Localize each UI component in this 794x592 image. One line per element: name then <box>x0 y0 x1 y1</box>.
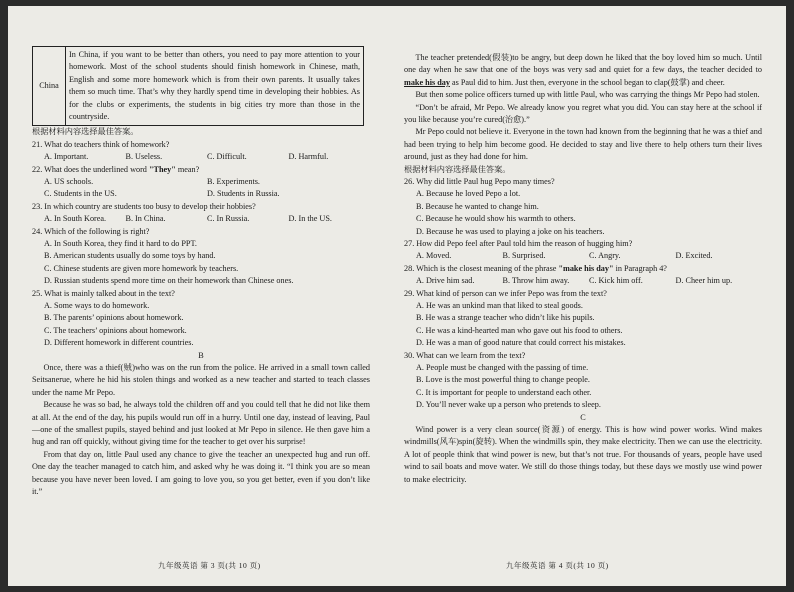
question-28: 28. Which is the closest meaning of the phrase "make his day" in Paragraph 4? <box>404 263 667 273</box>
option: B. Throw him away. <box>502 276 570 286</box>
option: C. Kick him off. <box>589 276 643 286</box>
instruction: 根据材料内容选择最佳答案。 <box>32 127 139 137</box>
question-29: 29. What kind of person can we infer Pepo was from the text? <box>404 288 607 298</box>
option: B. American students usually do some toys by hand. <box>44 251 216 261</box>
passage-c-paragraph: Wind power is a very clean source(资源) of energy. This is how wind power works. Wind makes windmills(风车)spin(旋转). When the windmills spin, they make electricity. Then we can use the electricity. A lot of people think that wind power is new, but that’s not true. For thousands of years, people have used wind to sail boats and move water. We still do those things today, but these days we mostly use wind power to make electricity. <box>404 425 762 484</box>
option: C. It is important for people to understand each other. <box>416 387 592 397</box>
option: B. He was a strange teacher who didn’t like his pupils. <box>416 313 595 323</box>
option: C. Angry. <box>589 251 621 261</box>
option: A. Some ways to do homework. <box>44 301 150 311</box>
left-page <box>32 6 370 499</box>
option: C. The teachers’ opinions about homework. <box>44 325 187 335</box>
option: A. Moved. <box>416 251 452 261</box>
option: A. In South Korea, they find it hard to do PPT. <box>44 239 197 249</box>
passage-b-paragraph: Once, there was a thief(贼)who was on the run from the police. He arrived in a small town called Seitsanerue, where he hid his stolen things and worked as a new teacher and started to teach classes under the name Mr Pepo. <box>32 363 370 397</box>
option: A. Important. <box>44 152 89 162</box>
option: A. Drive him sad. <box>416 276 475 286</box>
make-his-day-underlined: make his day <box>404 77 450 87</box>
question-24: 24. Which of the following is right? <box>32 226 150 236</box>
options-28 <box>404 275 762 287</box>
option: B. Love is the most powerful thing to change people. <box>416 375 590 385</box>
option: A. In South Korea. <box>44 214 107 224</box>
option: C. In Russia. <box>207 214 250 224</box>
question-22: 22. What does the underlined word "They" mean? <box>32 164 200 174</box>
option: B. In China. <box>125 214 166 224</box>
question-30: 30. What can we learn from the text? <box>404 350 526 360</box>
options-21 <box>32 151 370 163</box>
option: B. Useless. <box>125 152 163 162</box>
option: C. Students in the US. <box>44 189 117 199</box>
option: D. Harmful. <box>288 152 329 162</box>
question-26: 26. Why did little Paul hug Pepo many times? <box>404 177 555 187</box>
options-22-cd <box>32 188 370 200</box>
option: D. He was a man of good nature that could correct his mistakes. <box>416 338 626 348</box>
option: D. You’ll never wake up a person who pretends to sleep. <box>416 400 601 410</box>
exam-sheet <box>8 6 786 586</box>
table-text: In China, if you want to be better than others, you need to pay more attention to your homework. Most of the school students should finish homework in Chinese, math, English and some more homework which is from their own parents. It usually takes them so much time. That’s why they hardly spend time in developing their hobbies. As for the clubs or experiments, the students in big cities try more than those in the countryside. <box>66 47 364 126</box>
passage-b-paragraph: Because he was so bad, he always told the children off and you could tell that he did not like them at all. At the end of the day, his pupils would run off in a hurry. Until one day, instead of leaving, Paul—one of the smallest pupils, stayed behind and just looked at Mr Pepo in silence. He then gave him a hug and ran off quickly, without giving time for the teacher to get over his surprise! <box>32 400 370 447</box>
passage-b-paragraph: “Don’t be afraid, Mr Pepo. We already know you regret what you did. You can stay here at the school if you like because you’re cured(治愈).” <box>404 102 762 125</box>
option: A. He was an unkind man that liked to steal goods. <box>416 301 583 311</box>
option: C. He was a kind-hearted man who gave out his food to others. <box>416 325 623 335</box>
china-table <box>32 46 364 126</box>
option: A. Because he loved Pepo a lot. <box>416 189 521 199</box>
option: D. Different homework in different countries. <box>44 338 194 348</box>
option: D. In the US. <box>288 214 332 224</box>
option: D. Because he was used to playing a joke on his teachers. <box>416 226 605 236</box>
question-23: 23. In which country are students too busy to develop their hobbies? <box>32 201 256 211</box>
passage-b-paragraph: From that day on, little Paul used any chance to give the teacher an unexpected hug and run off. One day the teacher managed to catch him, and asked why he was doing it. “I think you are so mean because you have never been loved. I am going to love you, so you get better, even if you don’t like it.” <box>32 449 370 497</box>
question-21: 21. What do teachers think of homework? <box>32 139 170 149</box>
option: D. Excited. <box>675 251 713 261</box>
instruction: 根据材料内容选择最佳答案。 <box>404 164 511 174</box>
page-footer-right: 九年级英语 第 4 页(共 10 页) <box>506 561 609 570</box>
passage-b-paragraph: Mr Pepo could not believe it. Everyone in the town had known from the beginning that he was a thief and had been trying to help him become good. He decided to stay and live there to help others turn their lives around, just as they had done for him. <box>404 127 762 162</box>
section-c-heading: C <box>580 412 586 422</box>
option: B. Experiments. <box>207 177 260 187</box>
section-b-heading: B <box>198 350 204 360</box>
question-27: 27. How did Pepo feel after Paul told him the reason of hugging him? <box>404 239 633 249</box>
page-footer-left: 九年级英语 第 3 页(共 10 页) <box>158 561 261 570</box>
table-label: China <box>33 47 66 126</box>
right-page <box>404 52 762 486</box>
passage-b-paragraph: But then some police officers turned up with little Paul, who was carrying the things Mr Pepo had stolen. <box>415 90 760 100</box>
passage-b-paragraph: The teacher pretended(假装)to be angry, but deep down he liked that the boy loved him so much. Until one day when he saw that one of the boys was very sad and quiet for a few days, the teacher decided to make his day as Paul did to him. Just then, everyone in the school began to clap(鼓掌) and cheer. <box>404 53 762 87</box>
option: C. Chinese students are given more homework by teachers. <box>44 263 239 273</box>
option: C. Because he would show his warmth to others. <box>416 214 576 224</box>
option: D. Students in Russia. <box>207 189 280 199</box>
options-22-ab <box>32 176 370 188</box>
option: C. Difficult. <box>207 152 247 162</box>
option: A. People must be changed with the passing of time. <box>416 363 589 373</box>
options-27 <box>404 250 762 262</box>
option: B. Surprised. <box>502 251 546 261</box>
option: D. Russian students spend more time on their homework than Chinese ones. <box>44 276 294 286</box>
question-25: 25. What is mainly talked about in the text? <box>32 288 175 298</box>
options-23 <box>32 213 370 225</box>
option: B. Because he wanted to change him. <box>416 201 539 211</box>
option: B. The parents’ opinions about homework. <box>44 313 184 323</box>
option: D. Cheer him up. <box>675 276 733 286</box>
option: A. US schools. <box>44 177 94 187</box>
